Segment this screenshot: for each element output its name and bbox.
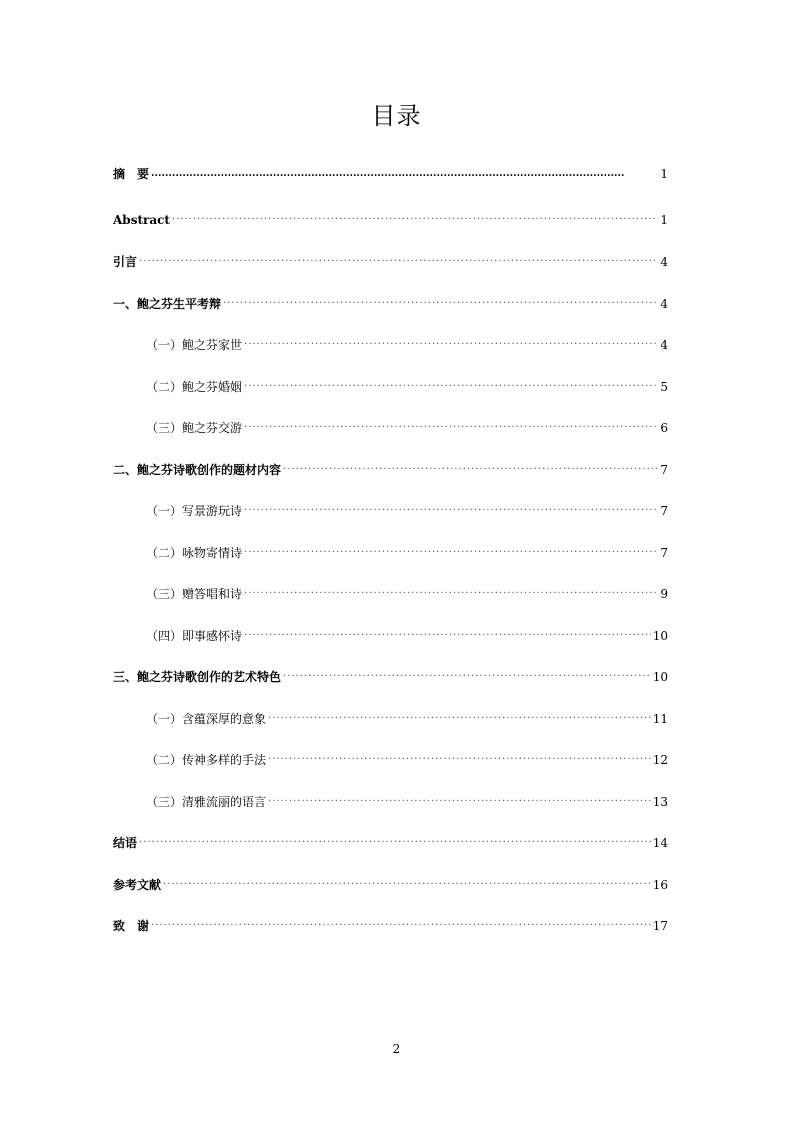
toc-entry-label: 二、鲍之芬诗歌创作的题材内容 bbox=[113, 463, 282, 477]
dot-leader bbox=[283, 464, 658, 476]
toc-entry-acknowledgements[interactable] bbox=[113, 914, 668, 938]
dot-leader bbox=[244, 630, 651, 642]
dot-leader bbox=[268, 713, 651, 725]
toc-entry-label: （三）鲍之芬交游 bbox=[146, 421, 243, 435]
toc-entry-section-2-1[interactable] bbox=[146, 499, 668, 523]
toc-entry-page: 1 bbox=[660, 213, 668, 227]
toc-entry-section-1-1[interactable] bbox=[146, 333, 668, 357]
dot-leader bbox=[268, 754, 651, 766]
dot-leader bbox=[223, 298, 658, 310]
toc-entry-page: 12 bbox=[652, 753, 668, 767]
toc-entry-page: 7 bbox=[660, 463, 668, 477]
toc-entry-conclusion[interactable] bbox=[113, 831, 668, 855]
toc-entry-page: 10 bbox=[652, 629, 668, 643]
toc-entry-label: Abstract bbox=[113, 213, 170, 227]
dot-leader bbox=[244, 505, 658, 517]
dot-leader bbox=[151, 920, 651, 932]
toc-entry-section-2-2[interactable] bbox=[146, 541, 668, 565]
toc-entry-page: 4 bbox=[660, 297, 668, 311]
page-number: 2 bbox=[392, 1042, 401, 1056]
toc-entry-label: （一）含蕴深厚的意象 bbox=[146, 712, 267, 726]
toc-entry-introduction[interactable] bbox=[113, 250, 668, 274]
toc-entry-label: （二）传神多样的手法 bbox=[146, 753, 267, 767]
dot-leader bbox=[139, 256, 658, 268]
toc-entry-page: 6 bbox=[660, 421, 668, 435]
toc-entry-page: 4 bbox=[660, 338, 668, 352]
toc-entry-section-2-4[interactable] bbox=[146, 624, 668, 648]
toc-entry-label: （一）鲍之芬家世 bbox=[146, 338, 243, 352]
dot-leader bbox=[244, 422, 658, 434]
dot-leader bbox=[268, 796, 651, 808]
toc-entry-label: （二）咏物寄情诗 bbox=[146, 546, 243, 560]
toc-entry-page: 5 bbox=[660, 380, 668, 394]
toc-entry-label: 结语 bbox=[113, 836, 138, 850]
dot-leader bbox=[163, 879, 651, 891]
toc-entry-page: 16 bbox=[652, 878, 668, 892]
toc-entry-section-3-2[interactable] bbox=[146, 748, 668, 772]
toc-entry-page: 11 bbox=[652, 712, 668, 726]
dot-leader bbox=[244, 588, 658, 600]
toc-entry-section-1-3[interactable] bbox=[146, 416, 668, 440]
toc-entry-section-1-2[interactable] bbox=[146, 375, 668, 399]
toc-entry-page: 10 bbox=[652, 670, 668, 684]
toc-entry-label: 摘 要 bbox=[113, 167, 150, 181]
toc-entry-page: 13 bbox=[652, 795, 668, 809]
dot-leader bbox=[172, 214, 658, 226]
dot-leader bbox=[139, 837, 651, 849]
toc-entry-chapter-3[interactable] bbox=[113, 665, 668, 689]
toc-entry-section-3-3[interactable] bbox=[146, 790, 668, 814]
toc-entry-page: 4 bbox=[660, 255, 668, 269]
toc-entry-label: （三）赠答唱和诗 bbox=[146, 587, 243, 601]
toc-entry-label: （二）鲍之芬婚姻 bbox=[146, 380, 243, 394]
toc-entry-page: 14 bbox=[652, 836, 668, 850]
toc-entry-label: 参考文献 bbox=[113, 878, 162, 892]
toc-entry-label: 引言 bbox=[113, 255, 138, 269]
toc-entry-abstract-cn[interactable] bbox=[113, 162, 668, 186]
dot-leader bbox=[151, 168, 658, 180]
dot-leader bbox=[244, 547, 658, 559]
dot-leader bbox=[244, 381, 658, 393]
toc-entry-page: 17 bbox=[652, 919, 668, 933]
toc-entry-page: 9 bbox=[660, 587, 668, 601]
toc-entry-chapter-2[interactable] bbox=[113, 458, 668, 482]
toc-entry-chapter-1[interactable] bbox=[113, 292, 668, 316]
toc-entry-references[interactable] bbox=[113, 873, 668, 897]
dot-leader bbox=[283, 671, 651, 683]
toc-entry-label: （四）即事感怀诗 bbox=[146, 629, 243, 643]
toc-entry-abstract-en[interactable] bbox=[113, 208, 668, 232]
toc-entry-section-2-3[interactable] bbox=[146, 582, 668, 606]
toc-entry-label: （三）清雅流丽的语言 bbox=[146, 795, 267, 809]
dot-leader bbox=[244, 339, 658, 351]
toc-entry-section-3-1[interactable] bbox=[146, 707, 668, 731]
toc-entry-page: 7 bbox=[660, 504, 668, 518]
toc-entry-label: 致 谢 bbox=[113, 919, 150, 933]
toc-entry-label: 三、鲍之芬诗歌创作的艺术特色 bbox=[113, 670, 282, 684]
toc-entry-label: （一）写景游玩诗 bbox=[146, 504, 243, 518]
toc-entry-page: 1 bbox=[660, 167, 668, 181]
page-title: 目录 bbox=[371, 102, 422, 130]
toc-entry-label: 一、鲍之芬生平考辩 bbox=[113, 297, 222, 311]
toc-entry-page: 7 bbox=[660, 546, 668, 560]
